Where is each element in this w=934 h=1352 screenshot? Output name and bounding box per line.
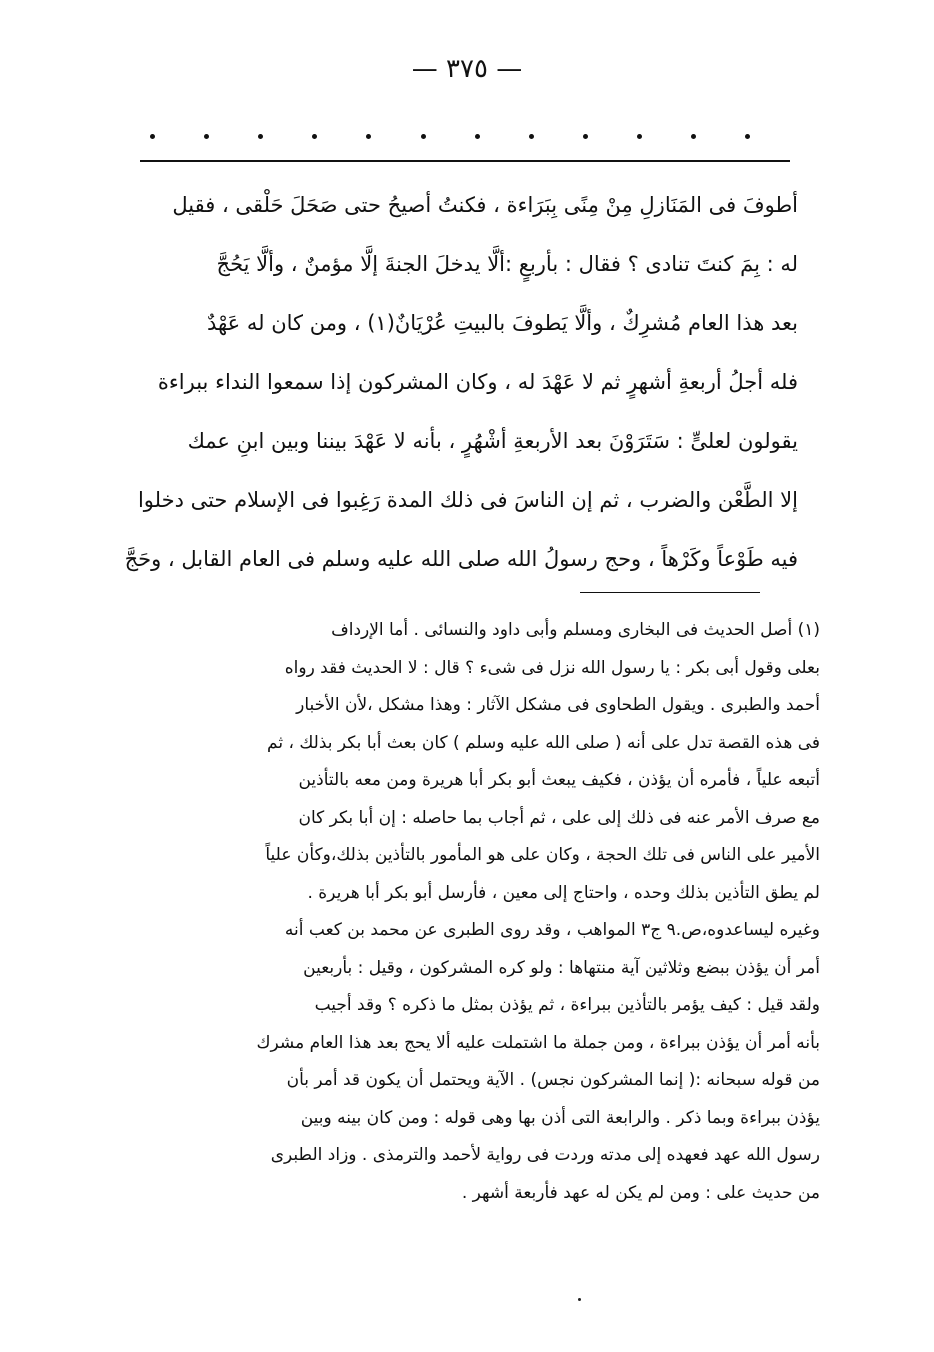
page-number: — ٣٧٥ — xyxy=(411,54,523,84)
main-text-line: أطوفَ فى المَنَازلِ مِنْ مِنًى بِبَرَاءة ، فكنتُ أصيحُ حتى صَحَلَ حَلْقى ، فقيل xyxy=(172,193,798,217)
ellipsis-dot xyxy=(529,134,534,139)
footnote-line: وغيره ليساعدوه،ص.٩ ج٣ المواهب ، وقد روى الطبرى عن محمد بن كعب أنه xyxy=(284,920,820,940)
footnote-line: لم يطق التأذين بذلك وحده ، واحتاج إلى معين ، فأرسل أبو بكر أبا هريرة . xyxy=(307,882,820,903)
footnote-line: يؤذن ببراءة وبما ذكر . والرابعة التى أذن بها وهى قوله : ومن كان بينه وبين xyxy=(300,1107,820,1128)
ellipsis-dot xyxy=(150,134,155,139)
main-text-line: فيه طَوْعاً وكَرْهاً ، وحج رسولُ الله صلى الله عليه وسلم فى العام القابل ، وحَجَّ xyxy=(124,547,798,571)
ellipsis-dot xyxy=(312,134,317,139)
footnote-block xyxy=(120,612,820,1212)
main-text-line: فله أجلُ أربعةِ أشهرٍ ثم لا عَهْدَ له ، وكان المشركون إذا سمعوا النداء ببراءة xyxy=(157,370,798,394)
ellipsis-dot xyxy=(421,134,426,139)
ellipsis-dot xyxy=(258,134,263,139)
main-text-line: له : بِمَ كنتَ تنادى ؟ فقال : بأربعٍ :ألَّا يدخلَ الجنةَ إلَّا مؤمنٌ ، وألَّا يَحُجَّ xyxy=(216,252,798,276)
print-speck xyxy=(578,1298,581,1301)
main-text-line: يقولون لعلىٍّ : سَتَرَوْنَ بعد الأربعةِ أشْهُرٍ ، بأنه لا عَهْدَ بيننا وبين ابنِ عمك xyxy=(187,429,798,453)
footnote-line: مع صرف الأمر عنه فى ذلك إلى على ، ثم أجاب بما حاصله : إن أبا بكر كان xyxy=(298,807,820,828)
footnote-line: ولقد قيل : كيف يؤمر بالتأذين ببراءة ، ثم يؤذن بمثل ما ذكره ؟ وقد أجيب xyxy=(314,995,820,1015)
ellipsis-dot xyxy=(366,134,371,139)
footnote-line: بعلى وقول أبى بكر : يا رسول الله نزل فى شىء ؟ قال : لا الحديث فقد رواه xyxy=(284,657,820,678)
main-text-line: إلا الطَّعْن والضرب ، ثم إن الناسَ فى ذلك المدة رَغِبوا فى الإسلام حتى دخلوا xyxy=(137,488,798,512)
footnote-line: فى هذه القصة تدل على أنه ( صلى الله عليه وسلم ) كان بعث أبا بكر بذلك ، ثم xyxy=(267,732,820,753)
ellipsis-dot xyxy=(637,134,642,139)
footnote-line: (١) أصل الحديث فى البخارى ومسلم وأبى داود والنسائى . أما الإرداف xyxy=(331,620,820,640)
footnote-line: من قوله سبحانه :( إنما المشركون نجس) . الآية ويحتمل أن يكون قد أمر بأن xyxy=(286,1070,820,1090)
footnote-line: أتبعه علياً ، فأمره أن يؤذن ، فكيف يبعث أبو بكر أبا هريرة ومن معه بالتأذين xyxy=(298,770,820,790)
ellipsis-dot xyxy=(583,134,588,139)
footnote-separator-rule xyxy=(580,592,760,593)
main-text-block xyxy=(116,176,798,589)
ellipsis-dot xyxy=(745,134,750,139)
footnote-line: رسول الله عهد فعهده إلى مدته وردت فى رواية لأحمد والترمذى . وزاد الطبرى xyxy=(270,1145,820,1165)
footnote-line: أمر أن يؤذن ببضع وثلاثين آية منتهاها : ولو كره المشركون ، وقيل : بأربعين xyxy=(303,957,820,978)
main-text-line: بعد هذا العام مُشرِكٌ ، وألَّا يَطوفَ بالبيتِ عُرْيَانٌ(١) ، ومن كان له عَهْدٌ xyxy=(206,311,798,335)
ellipsis-dot xyxy=(475,134,480,139)
ellipsis-dot xyxy=(691,134,696,139)
footnote-line: بأنه أمر أن يؤذن ببراءة ، ومن جملة ما اشتملت عليه ألا يحج بعد هذا العام مشرك xyxy=(256,1032,820,1053)
footnote-line: من حديث على : ومن لم يكن له عهد فأربعة أشهر . xyxy=(461,1182,820,1203)
footnote-line: الأمير على الناس فى تلك الحجة ، وكان على هو المأمور بالتأذين بذلك،وكأن علياً xyxy=(265,845,820,865)
footnote-line: أحمد والطبرى . ويقول الطحاوى فى مشكل الآثار : وهذا مشكل ،لأن الأخبار xyxy=(296,695,820,715)
ellipsis-dots xyxy=(150,128,750,144)
header-rule xyxy=(140,160,790,162)
ellipsis-dot xyxy=(204,134,209,139)
